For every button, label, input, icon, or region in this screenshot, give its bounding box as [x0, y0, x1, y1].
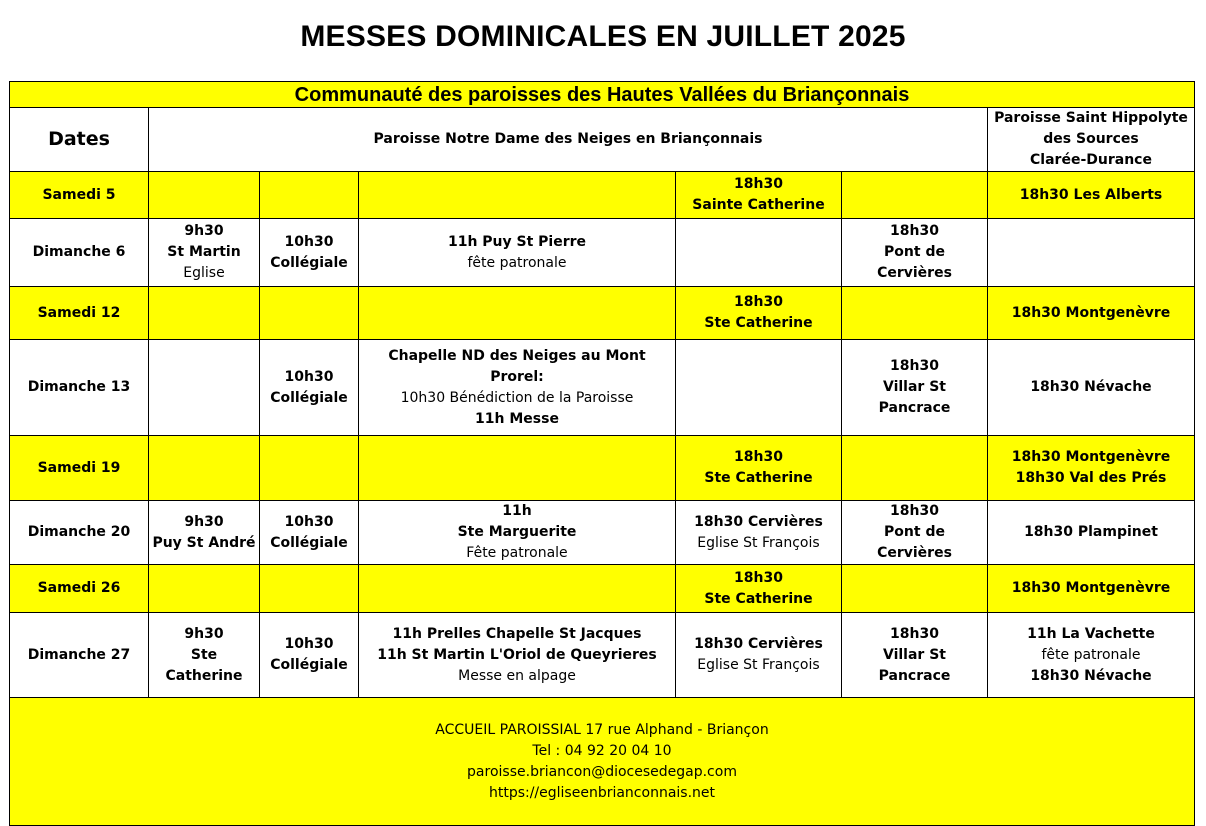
mass-cell — [988, 565, 1195, 613]
mass-line: 10h30 — [284, 513, 334, 530]
dates-column-header: Dates — [10, 108, 149, 172]
mass-line: Messe en alpage — [458, 667, 576, 684]
mass-line: fête patronale — [1041, 646, 1141, 663]
mass-line: 11h La Vachette — [1027, 625, 1155, 642]
mass-line: 10h30 — [284, 636, 334, 652]
mass-cell — [260, 436, 359, 501]
mass-cell — [149, 219, 260, 287]
mass-line: 11h Prelles Chapelle St Jacques — [392, 625, 642, 642]
mass-line: 18h30 Val des Prés — [1015, 470, 1167, 486]
parish-saint-hippolyte-line: Paroisse Saint Hippolyte — [994, 110, 1188, 126]
mass-cell — [149, 565, 260, 613]
mass-line: Collégiale — [270, 657, 348, 673]
mass-line: fête patronale — [467, 254, 567, 271]
mass-cell — [260, 613, 359, 698]
date-cell: Samedi 19 — [10, 436, 149, 501]
schedule-row — [10, 287, 1195, 340]
mass-line: 11h — [502, 503, 532, 519]
mass-cell — [676, 436, 842, 501]
mass-line: 9h30 — [184, 223, 224, 239]
mass-line: 9h30 — [184, 625, 224, 642]
mass-cell — [149, 501, 260, 565]
mass-cell — [676, 219, 842, 287]
mass-line: 18h30 Les Alberts — [1019, 186, 1163, 203]
date-cell: Samedi 26 — [10, 565, 149, 613]
mass-cell — [842, 565, 988, 613]
mass-line: Ste Marguerite — [457, 524, 577, 540]
schedule-row — [10, 436, 1195, 501]
mass-line: 11h St Martin L'Oriol de Queyrieres — [377, 646, 657, 663]
mass-cell — [676, 287, 842, 340]
mass-cell — [260, 340, 359, 436]
mass-cell — [676, 501, 842, 565]
mass-line: Collégiale — [270, 254, 348, 271]
mass-cell — [842, 501, 988, 565]
mass-line: Pont de Cervières — [877, 524, 952, 561]
mass-line: 18h30 — [734, 449, 783, 465]
mass-line: 18h30 Montgenèvre — [1011, 449, 1171, 465]
mass-line: 18h30 — [734, 176, 783, 192]
mass-cell — [359, 436, 676, 501]
schedule-row — [10, 172, 1195, 219]
date-cell: Samedi 12 — [10, 287, 149, 340]
footer-address: ACCUEIL PAROISSIAL 17 rue Alphand - Briançon — [435, 721, 769, 738]
mass-line: 10h30 — [284, 233, 334, 250]
mass-line: Chapelle ND des Neiges au Mont Prorel: — [388, 347, 646, 385]
mass-cell — [359, 172, 676, 219]
mass-line: Fête patronale — [466, 545, 568, 561]
mass-line: Collégiale — [270, 389, 348, 406]
mass-cell — [842, 436, 988, 501]
mass-line: 9h30 — [184, 513, 224, 530]
date-cell: Dimanche 6 — [10, 219, 149, 287]
mass-cell — [988, 219, 1195, 287]
mass-cell — [149, 613, 260, 698]
mass-line: Villar St Pancrace — [878, 379, 951, 416]
footer-row — [10, 698, 1195, 826]
mass-line: 18h30 — [890, 503, 939, 519]
community-row — [10, 82, 1195, 108]
mass-cell — [842, 613, 988, 698]
mass-cell — [149, 287, 260, 340]
mass-cell — [676, 613, 842, 698]
mass-cell — [988, 436, 1195, 501]
mass-cell — [988, 613, 1195, 698]
mass-cell — [359, 340, 676, 436]
footer-email: paroisse.briancon@diocesedegap.com — [467, 763, 737, 780]
mass-cell — [359, 565, 676, 613]
mass-cell — [260, 219, 359, 287]
mass-line: Eglise St François — [697, 534, 820, 551]
mass-line: Eglise — [183, 265, 225, 281]
mass-line: 18h30 — [734, 569, 783, 586]
page-title: MESSES DOMINICALES EN JUILLET 2025 — [300, 20, 906, 53]
mass-cell — [359, 287, 676, 340]
footer-phone: Tel : 04 92 20 04 10 — [532, 742, 672, 759]
mass-cell — [988, 172, 1195, 219]
schedule-row — [10, 501, 1195, 565]
mass-cell — [676, 340, 842, 436]
date-cell: Dimanche 27 — [10, 613, 149, 698]
mass-cell — [842, 172, 988, 219]
mass-cell — [260, 287, 359, 340]
mass-line: 10h30 Bénédiction de la Paroisse — [400, 389, 634, 406]
mass-line: Pont de Cervières — [877, 244, 952, 281]
parish-notre-dame-header: Paroisse Notre Dame des Neiges en Briançonnais — [149, 108, 988, 172]
mass-cell — [842, 287, 988, 340]
parish-saint-hippolyte-line: des Sources — [1043, 131, 1139, 147]
mass-cell — [359, 613, 676, 698]
schedule-row — [10, 565, 1195, 613]
mass-line: 18h30 — [890, 625, 939, 642]
mass-line: 18h30 Montgenèvre — [1011, 580, 1171, 596]
mass-cell — [676, 565, 842, 613]
schedule-row — [10, 340, 1195, 436]
community-title: Communauté des paroisses des Hautes Vallées du Briançonnais — [10, 82, 1195, 108]
footer-contact — [10, 698, 1195, 826]
mass-cell — [988, 340, 1195, 436]
parish-saint-hippolyte-header — [988, 108, 1195, 172]
mass-line: St Martin — [167, 244, 241, 260]
mass-line: 18h30 Cervières — [694, 513, 823, 530]
mass-cell — [359, 501, 676, 565]
mass-cell — [676, 172, 842, 219]
date-cell: Dimanche 13 — [10, 340, 149, 436]
mass-cell — [842, 219, 988, 287]
mass-line: 18h30 — [890, 358, 939, 374]
mass-line: 18h30 Cervières — [694, 636, 823, 652]
mass-line: 18h30 — [734, 294, 783, 310]
mass-cell — [149, 340, 260, 436]
mass-line: Sainte Catherine — [692, 197, 825, 213]
mass-cell — [149, 436, 260, 501]
footer-website: https://egliseenbrianconnais.net — [488, 784, 716, 801]
mass-line: Collégiale — [270, 534, 348, 551]
mass-line: Ste Catherine — [704, 470, 813, 486]
mass-line: Villar St Pancrace — [878, 646, 951, 684]
mass-line: 18h30 Névache — [1030, 667, 1152, 684]
mass-line: Puy St André — [152, 534, 256, 551]
mass-line: Ste Catherine — [704, 590, 813, 607]
mass-line: Eglise St François — [697, 657, 820, 673]
mass-cell — [988, 501, 1195, 565]
schedule-row — [10, 219, 1195, 287]
mass-line: Ste Catherine — [165, 646, 243, 684]
date-cell: Samedi 5 — [10, 172, 149, 219]
mass-schedule-table — [9, 81, 1195, 826]
mass-cell — [260, 172, 359, 219]
mass-cell — [842, 340, 988, 436]
mass-cell — [260, 501, 359, 565]
mass-cell — [359, 219, 676, 287]
mass-line: 11h Puy St Pierre — [447, 233, 587, 250]
mass-cell — [988, 287, 1195, 340]
mass-line: 10h30 — [284, 368, 334, 385]
mass-line: 11h Messe — [475, 410, 559, 427]
mass-line: Ste Catherine — [704, 315, 813, 331]
mass-line: 18h30 Plampinet — [1024, 524, 1158, 540]
parish-saint-hippolyte-line: Clarée-Durance — [1030, 152, 1152, 168]
date-cell: Dimanche 20 — [10, 501, 149, 565]
mass-line: 18h30 Montgenèvre — [1011, 304, 1171, 321]
mass-cell — [149, 172, 260, 219]
mass-cell — [260, 565, 359, 613]
header-row — [10, 108, 1195, 172]
mass-line: 18h30 — [890, 223, 939, 239]
schedule-row — [10, 613, 1195, 698]
mass-line: 18h30 Névache — [1030, 379, 1152, 395]
